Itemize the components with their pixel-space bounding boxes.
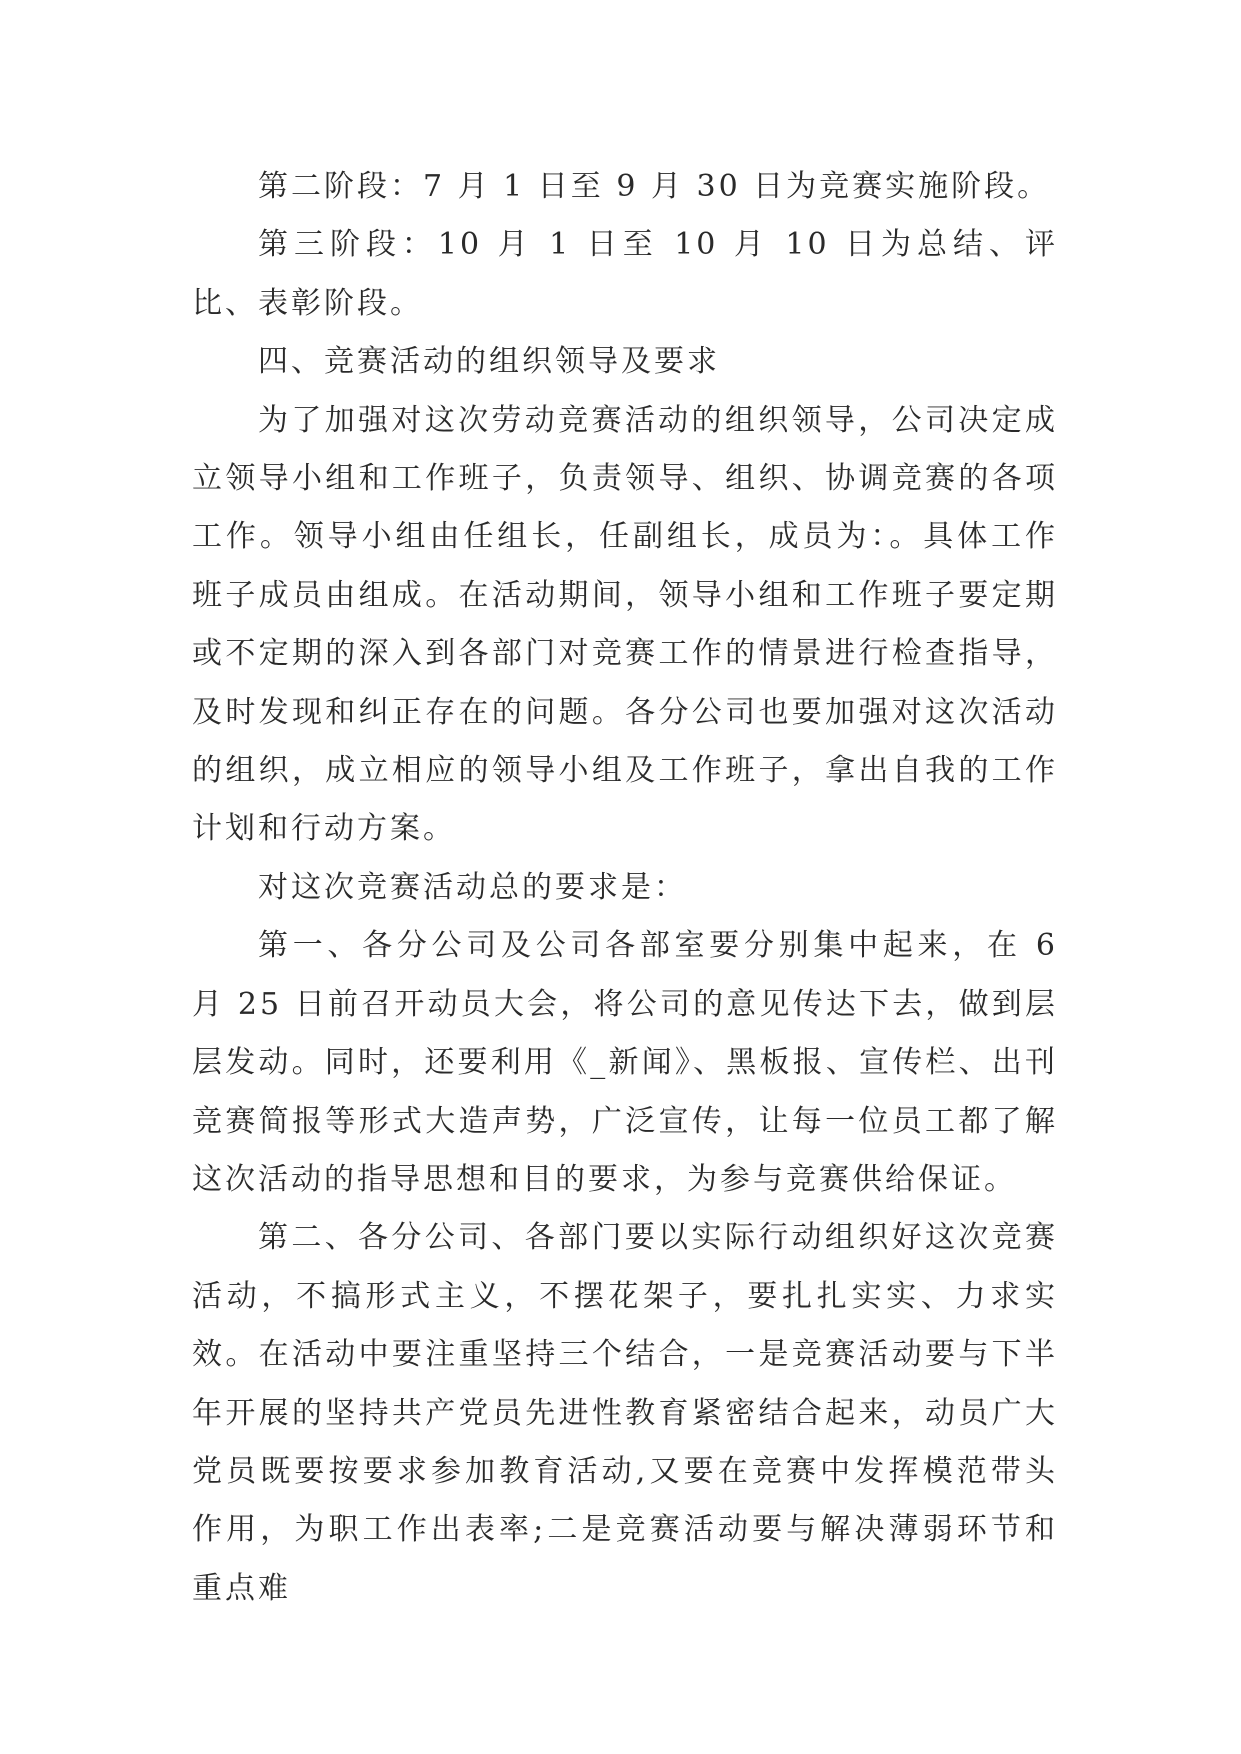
document-body <box>192 158 1071 1618</box>
paragraph-requirements-intro: 对这次竞赛活动总的要求是： <box>258 869 687 905</box>
section-heading-organization: 四、竞赛活动的组织领导及要求 <box>258 344 720 380</box>
paragraph-stage-three: 第三阶段：10 月 1 日至 10 月 10 日为总结、评比、表彰阶段。 <box>192 227 1058 321</box>
paragraph-stage-two: 第二阶段：7 月 1 日至 9 月 30 日为竞赛实施阶段。 <box>258 169 1051 204</box>
paragraph-requirement-two: 第二、各分公司、各部门要以实际行动组织好这次竞赛活动，不搞形式主义，不摆花架子，要扎扎实实、力求实效。在活动中要注重坚持三个结合，一是竞赛活动要与下半年开展的坚持共产党员先进性教育紧密结合起来，动员广大党员既要按要求参加教育活动,又要在竞赛中发挥模范带头作用，为职工作出表率;二是竞赛活动要与解决薄弱环节和重点难 <box>192 1220 1058 1606</box>
paragraph-requirement-one: 第一、各分公司及公司各部室要分别集中起来，在 6 月 25 日前召开动员大会，将公司的意见传达下去，做到层层发动。同时，还要利用《_新闻》、黑板报、宣传栏、出刊竞赛简报等形式大造声势，广泛宣传，让每一位员工都了解这次活动的指导思想和目的要求，为参与竞赛供给保证。 <box>192 928 1071 1197</box>
paragraph-leadership: 为了加强对这次劳动竞赛活动的组织领导，公司决定成立领导小组和工作班子，负责领导、组织、协调竞赛的各项工作。领导小组由任组长，任副组长，成员为：。具体工作班子成员由组成。在活动期间，领导小组和工作班子要定期或不定期的深入到各部门对竞赛工作的情景进行检查指导，及时发现和纠正存在的问题。各分公司也要加强对这次活动的组织，成立相应的领导小组及工作班子，拿出自我的工作计划和行动方案。 <box>192 402 1058 847</box>
